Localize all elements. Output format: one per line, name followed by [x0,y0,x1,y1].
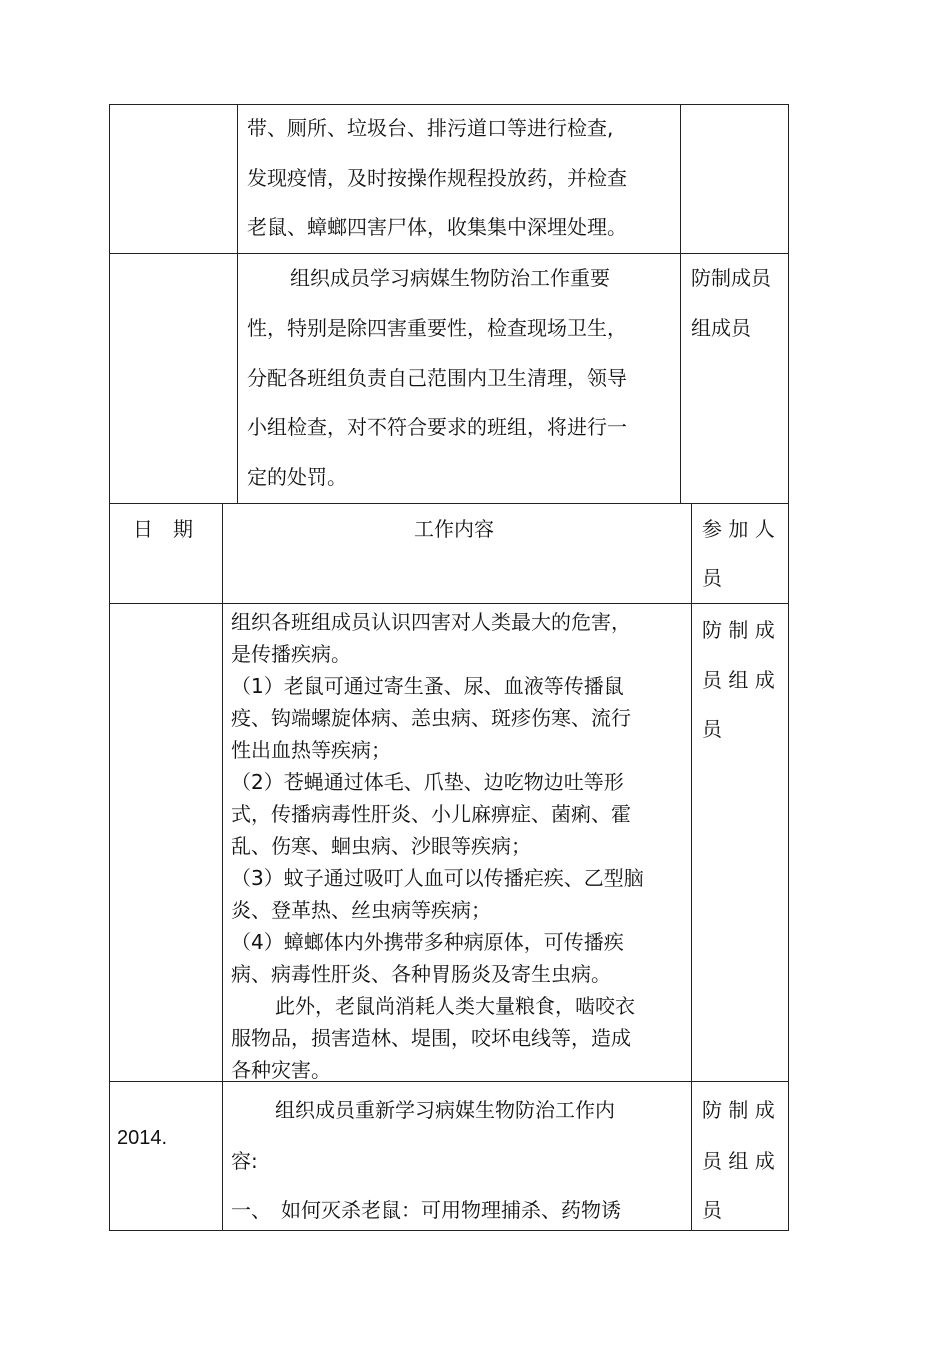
participants-line: 防 制 成 [702,1098,775,1122]
content-line: 容: [231,1149,258,1173]
rule [788,104,789,504]
content-line: 老鼠、蟑螂四害尸体，收集集中深埋处理。 [247,215,627,239]
content-line: 各种灾害。 [231,1058,331,1082]
content-line: 发现疫情，及时按操作规程投放药，并检查 [247,166,627,190]
content-line: 一、 如何灭杀老鼠：可用物理捕杀、药物诱 [231,1198,621,1222]
participants-line: 员 组 成 [702,1149,775,1173]
content-line: 小组检查，对不符合要求的班组，将进行一 [247,415,627,439]
participants-line: 员 [702,717,722,741]
content-line: （1）老鼠可通过寄生蚤、尿、血液等传播鼠 [231,674,624,698]
content-header: 工作内容 [414,517,494,541]
rule [109,1081,789,1082]
content-line: 带、厕所、垃圾台、排污道口等进行检查, [247,116,614,140]
content-line: 组织成员重新学习病媒生物防治工作内 [275,1098,615,1122]
rule [109,253,789,254]
rule [222,503,223,1231]
rule [109,603,789,604]
rule [680,104,681,504]
content-line: 是传播疾病。 [231,642,351,666]
participants-line: 员 组 成 [702,668,775,692]
content-line: 性，特别是除四害重要性，检查现场卫生， [247,316,627,340]
participants-line: 防 制 成 [702,618,775,642]
content-line: （4）蟑螂体内外携带多种病原体，可传播疾 [231,930,624,954]
participants-header: 参 加 人 [702,517,775,541]
rule [109,503,789,504]
content-line: 服物品，损害造林、堤围，咬坏电线等，造成 [231,1026,631,1050]
content-line: 乱、伤寒、蛔虫病、沙眼等疾病； [231,834,531,858]
participants-header: 员 [702,566,722,590]
content-line: （3）蚊子通过吸叮人血可以传播疟疾、乙型脑 [231,866,644,890]
rule [237,104,238,504]
content-line: 分配各班组负责自己范围内卫生清理，领导 [247,366,627,390]
content-line: 性出血热等疾病； [231,738,391,762]
participants-line: 防制成员 [691,266,771,290]
content-line: 疫、钩端螺旋体病、恙虫病、斑疹伤寒、流行 [231,706,631,730]
rule [788,503,789,1231]
content-line: （2）苍蝇通过体毛、爪垫、边吃物边吐等形 [231,770,624,794]
rule [109,1230,789,1231]
content-line: 炎、登革热、丝虫病等疾病； [231,898,491,922]
rule [109,104,110,504]
rule [691,503,692,1231]
content-line: 定的处罚。 [247,465,347,489]
content-line: 病、病毒性肝炎、各种胃肠炎及寄生虫病。 [231,962,611,986]
rule [109,104,789,105]
content-line: 式，传播病毒性肝炎、小儿麻痹症、菌痢、霍 [231,802,631,826]
date-header: 日 期 [133,517,193,541]
content-line: 组织成员学习病媒生物防治工作重要 [290,266,610,290]
content-line: 组织各班组成员认识四害对人类最大的危害， [231,610,631,634]
content-line: 此外，老鼠尚消耗人类大量粮食，啮咬衣 [275,994,635,1018]
participants-line: 员 [702,1198,722,1222]
participants-line: 组成员 [691,316,751,340]
rule [109,503,110,1231]
date-cell: 2014. [117,1127,168,1149]
